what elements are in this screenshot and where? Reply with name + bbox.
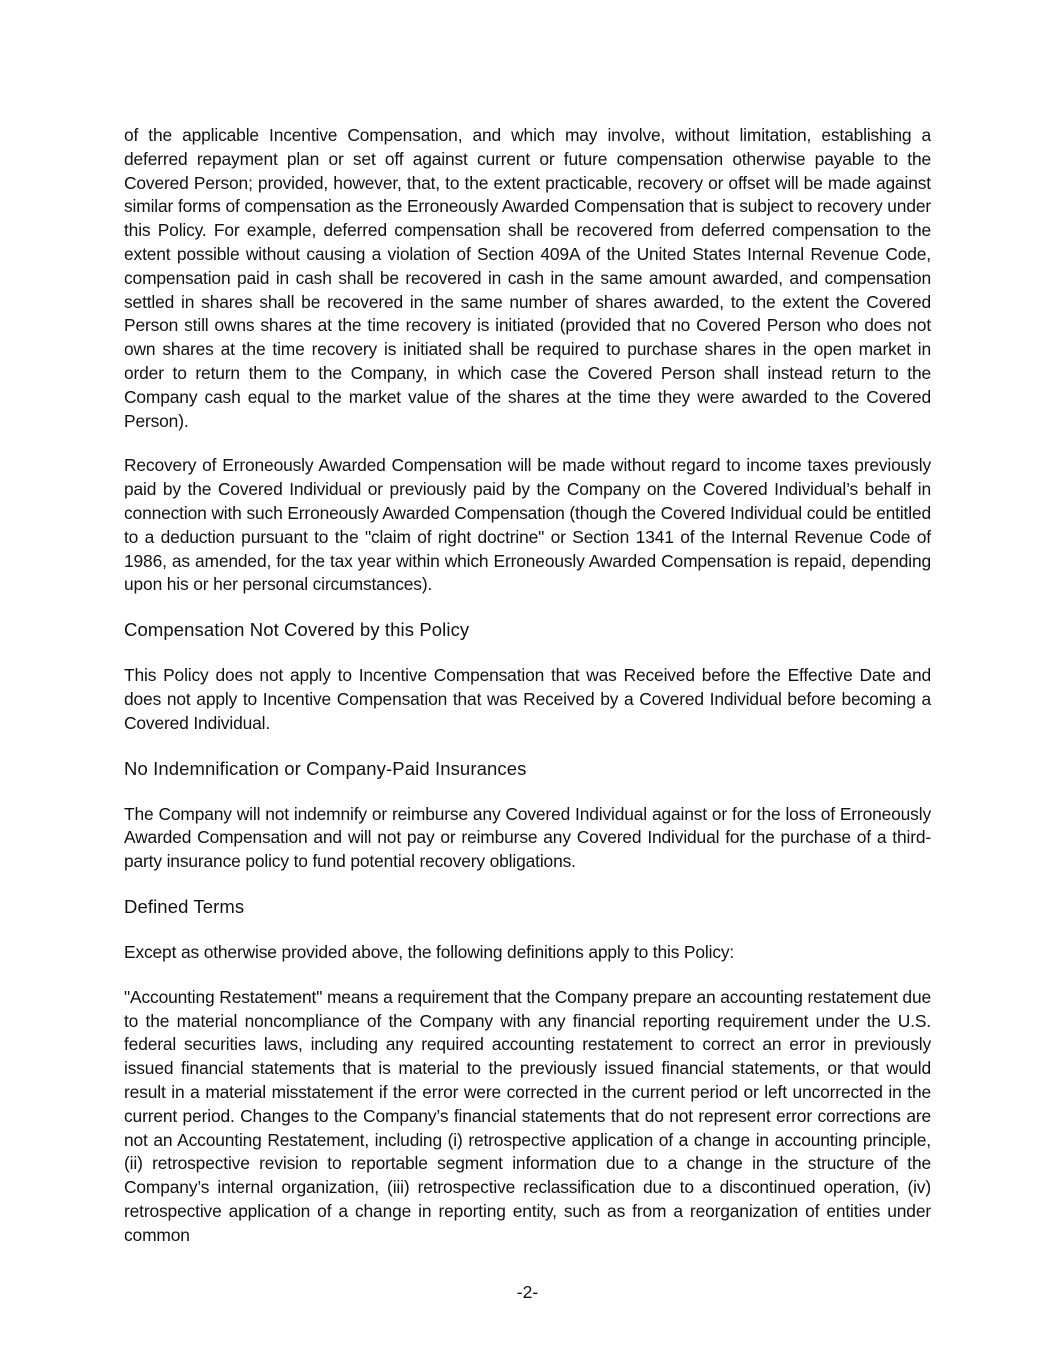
section-heading-defined-terms: Defined Terms: [124, 895, 245, 917]
section-heading-no-indemnification: No Indemnification or Company-Paid Insurances: [124, 757, 527, 779]
section-heading-not-covered: Compensation Not Covered by this Policy: [124, 619, 470, 641]
document-page: [124, 124, 931, 1268]
page-number: -2-: [516, 1282, 539, 1302]
paragraph-definitions-intro: Except as otherwise provided above, the following definitions apply to this Policy:: [124, 941, 735, 962]
paragraph-recovery-method: of the applicable Incentive Compensation, and which may involve, without limitation, establishing a deferred repayment plan or set off against current or future compensation otherwise payable to the Covered Person; provided, however, that, to the extent practicable, recovery or offset will be made against similar forms of compensation as the Erroneously Awarded Compensation that is subject to recovery under this Policy. For example, deferred compensation shall be recovered from deferred compensation to the extent possible without causing a violation of Section 409A of the United States Internal Revenue Code, compensation paid in cash shall be recovered in cash in the same amount awarded, and compensation settled in shares shall be recovered in the same number of shares awarded, to the extent the Covered Person still owns shares at the time recovery is initiated (provided that no Covered Person who does not own shares at the time recovery is initiated shall be required to purchase shares in the open market in order to return them to the Company, in which case the Covered Person shall instead return to the Company cash equal to the market value of the shares at the time they were awarded to the Covered Person).: [124, 125, 931, 431]
paragraph-tax-treatment: Recovery of Erroneously Awarded Compensation will be made without regard to income taxes previously paid by the Covered Individual or previously paid by the Company on the Covered Individual’s behalf in connection with such Erroneously Awarded Compensation (though the Covered Individual could be entitled to a deduction pursuant to the "claim of right doctrine" or Section 1341 of the Internal Revenue Code of 1986, as amended, for the tax year within which Erroneously Awarded Compensation is repaid, depending upon his or her personal circumstances).: [124, 455, 931, 595]
paragraph-not-covered: This Policy does not apply to Incentive Compensation that was Received before the Effective Date and does not apply to Incentive Compensation that was Received by a Covered Individual before becoming a Covered Individual.: [124, 665, 931, 733]
paragraph-no-indemnification: The Company will not indemnify or reimburse any Covered Individual against or for the loss of Erroneously Awarded Compensation and will not pay or reimburse any Covered Individual for the purchase of a third-party insurance policy to fund potential recovery obligations.: [124, 803, 931, 872]
paragraph-accounting-restatement: "Accounting Restatement" means a requirement that the Company prepare an accounting restatement due to the material noncompliance of the Company with any financial reporting requirement under the U.S. federal securities laws, including any required accounting restatement to correct an error in previously issued financial statements that is material to the previously issued financial statements, or that would result in a material misstatement if the error were corrected in the current period or left uncorrected in the current period. Changes to the Company’s financial statements that do not represent error corrections are not an Accounting Restatement, including (i) retrospective application of a change in accounting principle, (ii) retrospective revision to reportable segment information due to a change in the structure of the Company’s internal organization, (iii) retrospective reclassification due to a discontinued operation, (iv) retrospective application of a change in reporting entity, such as from a reorganization of entities under common: [124, 986, 931, 1245]
